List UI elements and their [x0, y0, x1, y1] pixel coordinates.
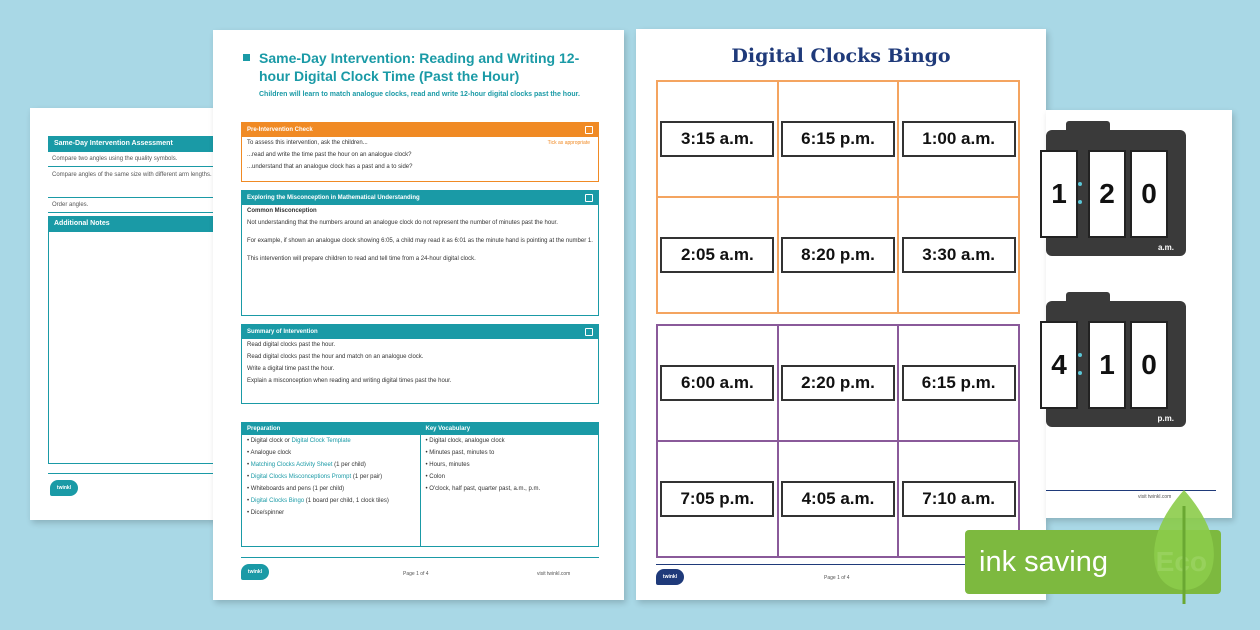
leaf-icon: [1147, 486, 1221, 606]
clock-top-tab: [1066, 121, 1110, 131]
bingo-cell: [778, 197, 899, 313]
assessment-row: Compare two angles using the quality symbols.: [48, 152, 228, 167]
tick-note: Tick as appropriate: [547, 140, 590, 146]
clock-tile: 4:05 a.m.: [781, 481, 895, 517]
section-header-label: Pre-Intervention Check: [247, 127, 313, 133]
misconception-section: [241, 190, 599, 316]
vocab-item: • Hours, minutes: [425, 462, 470, 468]
ink-saving-label: ink saving: [979, 545, 1108, 578]
clock-tile: 2:20 p.m.: [781, 365, 895, 401]
assessment-row: Compare angles of the same size with different arm lengths.: [48, 168, 228, 198]
summary-section: [241, 324, 599, 404]
prep-item: • Matching Clocks Activity Sheet (1 per child): [247, 462, 366, 468]
colon-dot: [1078, 182, 1082, 186]
preparation-vocabulary-table: [241, 422, 599, 547]
bingo-board-1: [656, 80, 1020, 314]
title-bullet-icon: [243, 54, 250, 61]
prep-item: • Digital Clocks Misconceptions Prompt (1 per pair): [247, 474, 383, 480]
bingo-cell: [657, 81, 778, 197]
vocab-item: • Minutes past, minutes to: [425, 450, 495, 456]
site-text: visit twinkl.com: [1138, 494, 1172, 500]
notes-header: Additional Notes: [48, 216, 228, 232]
vocabulary-column: [420, 423, 599, 546]
section-line: [242, 137, 598, 149]
vocab-item: • Digital clock, analogue clock: [425, 438, 505, 444]
section-header-label: Exploring the Misconception in Mathematical Understanding: [247, 195, 420, 201]
section-line: ...read and write the time past the hour on an analogue clock?: [247, 152, 412, 158]
clock-tile: 2:05 a.m.: [660, 237, 774, 273]
footer-divider: [241, 557, 599, 558]
prep-link[interactable]: Digital Clocks Bingo: [250, 498, 305, 504]
twinkl-logo: twinkl: [241, 564, 269, 580]
plan-title: Same-Day Intervention: Reading and Writing 12-hour Digital Clock Time (Past the Hour): [259, 50, 580, 84]
clock-tile: 3:15 a.m.: [660, 121, 774, 157]
clock-digit: 1: [1040, 150, 1078, 238]
clock-tile: 7:10 a.m.: [902, 481, 1016, 517]
preparation-column: [242, 423, 420, 546]
bingo-cell: [657, 325, 778, 441]
bingo-cell: [778, 325, 899, 441]
checkbox-icon: [585, 194, 593, 202]
prep-item: • Analogue clock: [247, 450, 292, 456]
section-line: Read digital clocks past the hour.: [247, 342, 336, 348]
vocab-item: • O'clock, half past, quarter past, a.m., p.m.: [425, 486, 541, 492]
section-header-label: Summary of Intervention: [247, 329, 318, 335]
section-line: ...understand that an analogue clock has a past and a to side?: [247, 164, 413, 170]
section-line: This intervention will prepare children to read and tell time from a 24-hour digital clock.: [247, 256, 476, 262]
site-text: visit twinkl.com: [537, 571, 571, 577]
clock-top-tab: [1066, 292, 1110, 302]
colon-dot: [1078, 371, 1082, 375]
prep-item: • Digital clock or Digital Clock Template: [247, 438, 351, 444]
colon-dot: [1078, 200, 1082, 204]
colon-dot: [1078, 353, 1082, 357]
bingo-sheet: [636, 29, 1046, 600]
bingo-cell: [898, 325, 1019, 441]
clock-tile: 8:20 p.m.: [781, 237, 895, 273]
preparation-header: Preparation: [242, 423, 420, 435]
checkbox-icon: [585, 126, 593, 134]
digital-clock-2: [1046, 301, 1186, 427]
section-line: Common Misconception: [247, 208, 317, 214]
section-header: [242, 123, 598, 137]
section-line: Explain a misconception when reading and writing digital times past the hour.: [247, 378, 452, 384]
digital-clock-1: [1046, 130, 1186, 256]
bingo-cell: [778, 441, 899, 557]
clock-tile: 1:00 a.m.: [902, 121, 1016, 157]
checkbox-icon: [585, 328, 593, 336]
bingo-cell: [898, 81, 1019, 197]
vocabulary-header: Key Vocabulary: [421, 423, 599, 435]
prep-item: • Dice/spinner: [247, 510, 285, 516]
assessment-header: Same-Day Intervention Assessment: [48, 136, 228, 152]
clock-tile: 6:00 a.m.: [660, 365, 774, 401]
bingo-board-2: [656, 324, 1020, 558]
section-line: For example, if shown an analogue clock showing 6:05, a child may read it as 6:01 as the minute hand is pointing at the number 1.: [247, 238, 593, 244]
twinkl-logo: twinkl: [50, 480, 78, 496]
bingo-cell: [657, 197, 778, 313]
section-line: Not understanding that the numbers around an analogue clock do not represent the number of minutes past the hour.: [247, 220, 558, 226]
clock-tile: 6:15 p.m.: [902, 365, 1016, 401]
clock-digit: 0: [1130, 150, 1168, 238]
clock-cutout-sheet: [1046, 110, 1232, 518]
bingo-title: Digital Clocks Bingo: [731, 45, 951, 67]
am-pm-label: p.m.: [1157, 414, 1174, 423]
assessment-sheet: [30, 108, 240, 520]
assessment-row: Order angles.: [48, 198, 228, 213]
section-header: [242, 191, 598, 205]
bingo-cell: [657, 441, 778, 557]
pre-intervention-section: [241, 122, 599, 182]
page-number: Page 1 of 4: [824, 575, 850, 581]
clock-digit: 0: [1130, 321, 1168, 409]
vocab-item: • Colon: [425, 474, 445, 480]
clock-digit: 1: [1088, 321, 1126, 409]
prep-item: • Whiteboards and pens (1 per child): [247, 486, 345, 492]
footer-divider: [48, 473, 238, 474]
intervention-plan-sheet: [213, 30, 624, 600]
section-line-text: To assess this intervention, ask the children...: [247, 140, 368, 146]
section-line: Write a digital time past the hour.: [247, 366, 335, 372]
prep-link[interactable]: Digital Clocks Misconceptions Prompt: [250, 474, 352, 480]
clock-digit: 4: [1040, 321, 1078, 409]
section-header: [242, 325, 598, 339]
plan-subtitle: Children will learn to match analogue clocks, read and write 12-hour digital clocks past the hour.: [259, 91, 580, 98]
prep-item: • Digital Clocks Bingo (1 board per child, 1 clock tiles): [247, 498, 389, 504]
clock-tile: 3:30 a.m.: [902, 237, 1016, 273]
prep-link[interactable]: Matching Clocks Activity Sheet: [250, 462, 333, 468]
clock-digit: 2: [1088, 150, 1126, 238]
clock-tile: 6:15 p.m.: [781, 121, 895, 157]
notes-box: [48, 232, 228, 464]
clock-tile: 7:05 p.m.: [660, 481, 774, 517]
section-line: Read digital clocks past the hour and match on an analogue clock.: [247, 354, 424, 360]
am-pm-label: a.m.: [1157, 243, 1174, 252]
prep-link[interactable]: Digital Clock Template: [291, 438, 351, 444]
twinkl-logo: twinkl: [656, 569, 684, 585]
bingo-cell: [778, 81, 899, 197]
bingo-cell: [898, 197, 1019, 313]
page-number: Page 1 of 4: [403, 571, 429, 577]
